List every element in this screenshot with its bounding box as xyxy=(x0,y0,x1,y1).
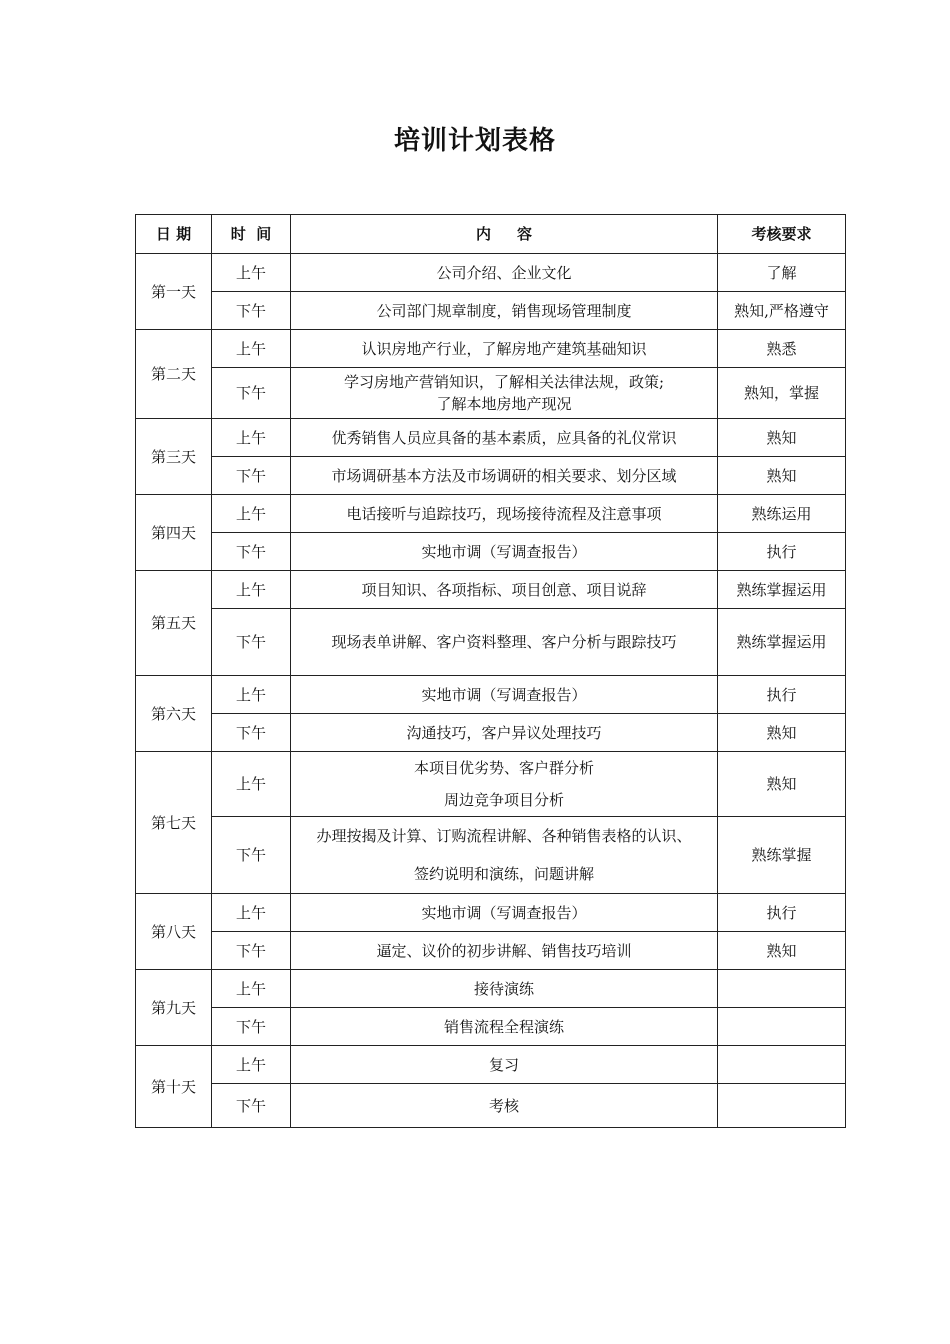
content-cell xyxy=(291,894,718,932)
content-cell xyxy=(291,495,718,533)
requirement-cell: 熟知 xyxy=(718,714,846,752)
content-cell xyxy=(291,419,718,457)
requirement-cell: 执行 xyxy=(718,894,846,932)
day-cell: 第十天 xyxy=(136,1046,212,1128)
time-cell: 上午 xyxy=(212,571,291,609)
content-cell xyxy=(291,676,718,714)
time-cell: 上午 xyxy=(212,970,291,1008)
header-requirement: 考核要求 xyxy=(718,215,846,254)
time-cell: 上午 xyxy=(212,495,291,533)
content-line: 了解本地房地产现况 xyxy=(436,395,572,413)
content-cell xyxy=(291,1046,718,1084)
content-cell xyxy=(291,368,718,419)
time-cell: 下午 xyxy=(212,1008,291,1046)
content-line: 现场表单讲解、客户资料整理、客户分析与跟踪技巧 xyxy=(331,633,677,651)
table-row xyxy=(136,368,846,419)
content-cell xyxy=(291,254,718,292)
document-title: 培训计划表格 xyxy=(393,126,556,156)
content-line: 办理按揭及计算、订购流程讲解、各种销售表格的认识、 xyxy=(316,827,692,845)
requirement-cell: 熟练运用 xyxy=(718,495,846,533)
requirement-cell: 熟练掌握运用 xyxy=(718,609,846,676)
content-line: 市场调研基本方法及市场调研的相关要求、划分区域 xyxy=(331,466,677,485)
content-line: 实地市调（写调查报告） xyxy=(421,903,587,922)
requirement-cell: 执行 xyxy=(718,676,846,714)
time-cell: 下午 xyxy=(212,817,291,894)
table-row xyxy=(136,932,846,970)
requirement-cell: 熟知，掌握 xyxy=(718,368,846,419)
table-row xyxy=(136,571,846,609)
table-body xyxy=(136,254,846,1128)
time-cell: 上午 xyxy=(212,254,291,292)
table-row xyxy=(136,1046,846,1084)
time-cell: 上午 xyxy=(212,752,291,817)
table-row xyxy=(136,609,846,676)
requirement-cell: 了解 xyxy=(718,254,846,292)
table-row xyxy=(136,894,846,932)
day-cell: 第九天 xyxy=(136,970,212,1046)
time-cell: 下午 xyxy=(212,932,291,970)
table-row xyxy=(136,676,846,714)
requirement-cell: 执行 xyxy=(718,533,846,571)
content-cell xyxy=(291,609,718,676)
content-line: 考核 xyxy=(488,1096,519,1115)
requirement-cell: 熟知,严格遵守 xyxy=(718,292,846,330)
content-cell xyxy=(291,970,718,1008)
requirement-cell: 熟练掌握运用 xyxy=(718,571,846,609)
requirement-cell: 熟悉 xyxy=(718,330,846,368)
requirement-cell xyxy=(718,970,846,1008)
requirement-cell xyxy=(718,1008,846,1046)
time-cell: 上午 xyxy=(212,330,291,368)
day-cell: 第四天 xyxy=(136,495,212,571)
day-cell: 第三天 xyxy=(136,419,212,495)
content-cell xyxy=(291,571,718,609)
day-cell: 第五天 xyxy=(136,571,212,676)
table-row xyxy=(136,533,846,571)
content-cell xyxy=(291,817,718,894)
table-row xyxy=(136,970,846,1008)
requirement-cell xyxy=(718,1046,846,1084)
table-row xyxy=(136,817,846,894)
content-cell xyxy=(291,292,718,330)
content-line: 实地市调（写调查报告） xyxy=(421,685,587,704)
time-cell: 下午 xyxy=(212,368,291,419)
content-cell xyxy=(291,330,718,368)
content-line: 项目知识、各项指标、项目创意、项目说辞 xyxy=(361,580,647,599)
time-cell: 下午 xyxy=(212,292,291,330)
content-line: 公司介绍、企业文化 xyxy=(436,263,572,282)
table-header-row xyxy=(136,215,846,254)
table-row xyxy=(136,292,846,330)
table-row xyxy=(136,457,846,495)
time-cell: 上午 xyxy=(212,894,291,932)
table-row xyxy=(136,254,846,292)
content-line: 周边竞争项目分析 xyxy=(443,791,564,809)
time-cell: 下午 xyxy=(212,609,291,676)
table-row xyxy=(136,714,846,752)
content-line: 签约说明和演练，问题讲解 xyxy=(413,865,594,883)
time-cell: 上午 xyxy=(212,419,291,457)
requirement-cell: 熟知 xyxy=(718,932,846,970)
requirement-cell: 熟练掌握 xyxy=(718,817,846,894)
content-cell xyxy=(291,457,718,495)
time-cell: 下午 xyxy=(212,457,291,495)
content-cell xyxy=(291,1084,718,1128)
time-cell: 上午 xyxy=(212,1046,291,1084)
day-cell: 第七天 xyxy=(136,752,212,894)
content-line: 逼定、议价的初步讲解、销售技巧培训 xyxy=(376,941,632,960)
content-cell xyxy=(291,752,718,817)
time-cell: 下午 xyxy=(212,533,291,571)
day-cell: 第一天 xyxy=(136,254,212,330)
content-cell xyxy=(291,932,718,970)
content-line: 认识房地产行业，了解房地产建筑基础知识 xyxy=(361,339,647,358)
requirement-cell: 熟知 xyxy=(718,457,846,495)
content-line: 公司部门规章制度，销售现场管理制度 xyxy=(376,301,632,320)
table-row xyxy=(136,1084,846,1128)
content-cell xyxy=(291,1008,718,1046)
requirement-cell xyxy=(718,1084,846,1128)
training-plan-table xyxy=(135,214,846,1128)
content-line: 学习房地产营销知识，了解相关法律法规，政策; xyxy=(343,373,665,391)
day-cell: 第八天 xyxy=(136,894,212,970)
table-row xyxy=(136,419,846,457)
content-line: 接待演练 xyxy=(473,979,534,998)
requirement-cell: 熟知 xyxy=(718,419,846,457)
time-cell: 下午 xyxy=(212,1084,291,1128)
header-time: 时 间 xyxy=(212,215,291,254)
day-cell: 第六天 xyxy=(136,676,212,752)
table-row xyxy=(136,330,846,368)
time-cell: 下午 xyxy=(212,714,291,752)
table-row xyxy=(136,1008,846,1046)
content-line: 销售流程全程演练 xyxy=(443,1017,564,1036)
content-line: 沟通技巧，客户异议处理技巧 xyxy=(406,723,602,742)
time-cell: 上午 xyxy=(212,676,291,714)
header-content: 内 容 xyxy=(291,215,718,254)
content-line: 优秀销售人员应具备的基本素质，应具备的礼仪常识 xyxy=(331,428,677,447)
content-line: 电话接听与追踪技巧，现场接待流程及注意事项 xyxy=(346,504,662,523)
header-date: 日 期 xyxy=(136,215,212,254)
content-line: 实地市调（写调查报告） xyxy=(421,542,587,561)
table-row xyxy=(136,495,846,533)
content-line: 复习 xyxy=(488,1055,519,1074)
content-cell xyxy=(291,533,718,571)
content-cell xyxy=(291,714,718,752)
table-row xyxy=(136,752,846,817)
content-line: 本项目优劣势、客户群分析 xyxy=(413,759,594,777)
day-cell: 第二天 xyxy=(136,330,212,419)
requirement-cell: 熟知 xyxy=(718,752,846,817)
